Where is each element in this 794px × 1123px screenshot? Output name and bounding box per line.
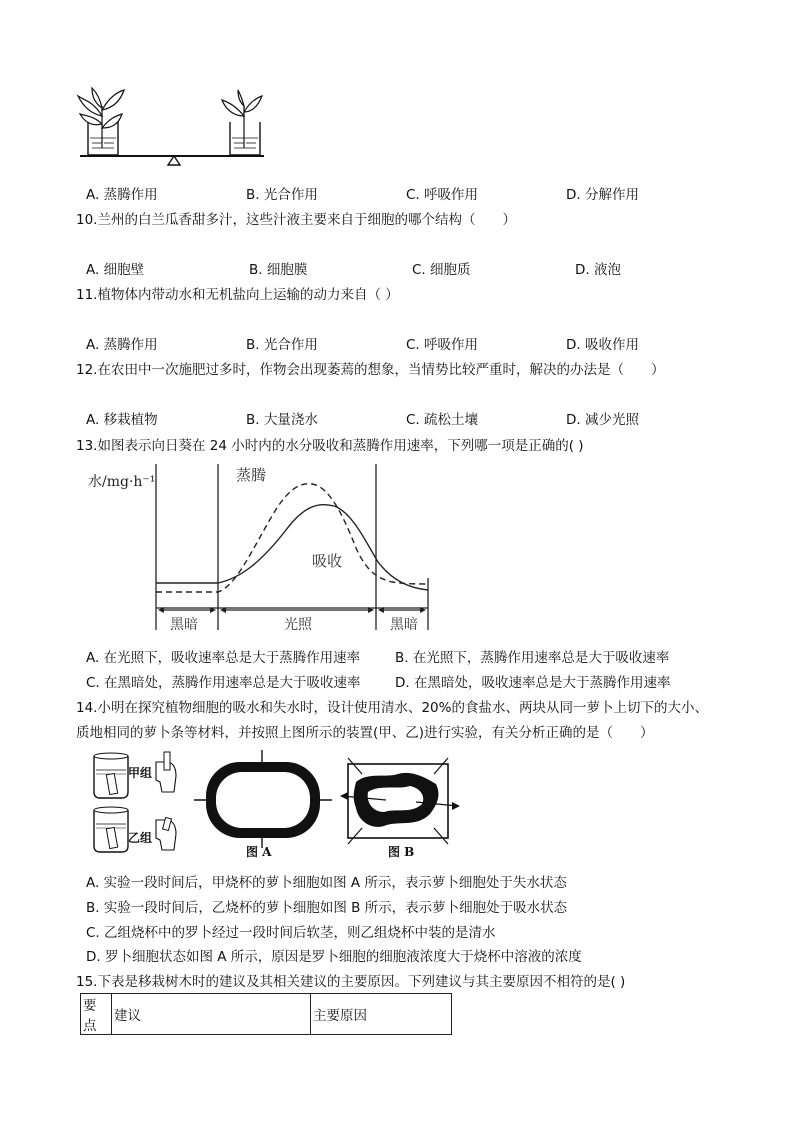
q14-option-a: A. 实验一段时间后，甲烧杯的萝卜细胞如图 A 所示，表示萝卜细胞处于失水状态 — [86, 875, 567, 891]
q10-option-c: C. 细胞质 — [412, 262, 471, 278]
cell-figure-a — [194, 750, 332, 859]
label-transpiration: 蒸腾 — [236, 466, 267, 484]
q14-option-c: C. 乙组烧杯中的罗卜经过一段时间后软茎，则乙组烧杯中装的是清水 — [86, 925, 496, 941]
q14-option-d: D. 罗卜细胞状态如图 A 所示，原因是罗卜细胞的细胞液浓度大于烧杯中溶液的浓度 — [86, 949, 582, 965]
balance-plants-figure — [74, 86, 274, 168]
q10-stem: 10.兰州的白兰瓜香甜多汁，这些汁液主要来自于细胞的哪个结构（ ） — [76, 212, 516, 228]
q10-option-d: D. 液泡 — [575, 262, 621, 278]
transpiration-curve — [156, 484, 428, 592]
q11-option-a: A. 蒸腾作用 — [86, 337, 158, 353]
q12-option-a: A. 移栽植物 — [86, 412, 158, 428]
label-absorption: 吸收 — [312, 552, 343, 570]
q15-stem: 15.下表是移栽树木时的建议及其相关建议的主要原因。下列建议与其主要原因不相符的是( ) — [76, 974, 626, 990]
q12-option-b: B. 大量浇水 — [246, 412, 318, 428]
q14-stem-line2: 质地相同的萝卜条等材料，并按照上图所示的装置(甲、乙)进行实验，有关分析正确的是（ ） — [76, 725, 654, 741]
beaker-group-a — [94, 752, 176, 798]
period-light: 光照 — [284, 617, 312, 633]
q9-option-c: C. 呼吸作用 — [406, 187, 479, 203]
fig-b-label: 图 B — [388, 845, 415, 859]
q12-option-d: D. 减少光照 — [566, 412, 639, 428]
q14-option-b: B. 实验一段时间后，乙烧杯的萝卜细胞如图 B 所示，表示萝卜细胞处于吸水状态 — [86, 900, 568, 916]
q10-option-b: B. 细胞膜 — [249, 262, 308, 278]
group-b-label: 乙组 — [128, 831, 153, 845]
chart-ylabel: 水/mg·h⁻¹ — [88, 474, 156, 490]
group-a-label: 甲组 — [128, 766, 153, 780]
q10-option-a: A. 细胞壁 — [86, 262, 145, 278]
q13-option-a: A. 在光照下，吸收速率总是大于蒸腾作用速率 — [86, 650, 361, 666]
water-rate-chart — [76, 458, 436, 638]
fig-a-label: 图 A — [246, 845, 272, 859]
table-header-row — [81, 994, 452, 1035]
q11-option-b: B. 光合作用 — [246, 337, 318, 353]
cell-figure-b — [340, 758, 460, 859]
q13-stem: 13.如图表示向日葵在 24 小时内的水分吸收和蒸腾作用速率，下列哪一项是正确的( ) — [76, 438, 584, 454]
table-header-cell: 主要原因 — [311, 994, 452, 1035]
period-dark-1: 黑暗 — [170, 617, 198, 633]
q11-option-c: C. 呼吸作用 — [406, 337, 479, 353]
absorption-curve — [156, 505, 428, 590]
q9-option-d: D. 分解作用 — [566, 187, 639, 203]
q9-option-a: A. 蒸腾作用 — [86, 187, 158, 203]
q15-table — [80, 993, 452, 1035]
q11-stem: 11.植物体内带动水和无机盐向上运输的动力来自（ ） — [76, 287, 399, 303]
q12-option-c: C. 疏松土壤 — [406, 412, 479, 428]
q13-option-c: C. 在黑暗处，蒸腾作用速率总是大于吸收速率 — [86, 675, 361, 691]
period-dark-2: 黑暗 — [390, 617, 418, 633]
q13-option-d: D. 在黑暗处，吸收速率总是大于蒸腾作用速率 — [395, 675, 671, 691]
q11-option-d: D. 吸收作用 — [566, 337, 639, 353]
beaker-group-b — [94, 807, 176, 852]
q13-option-b: B. 在光照下，蒸腾作用速率总是大于吸收速率 — [395, 650, 670, 666]
q12-stem: 12.在农田中一次施肥过多时，作物会出现萎蔫的想象，当情势比较严重时，解决的办法是（ ） — [76, 362, 665, 378]
table-header-cell: 建议 — [112, 994, 311, 1035]
radish-cell-figure — [86, 748, 466, 860]
table-header-cell: 要点 — [81, 994, 112, 1035]
q14-stem-line1: 14.小明在探究植物细胞的吸水和失水时，设计使用清水、20%的食盐水、两块从同一萝卜上切下的大小、 — [76, 700, 708, 716]
q9-option-b: B. 光合作用 — [246, 187, 318, 203]
